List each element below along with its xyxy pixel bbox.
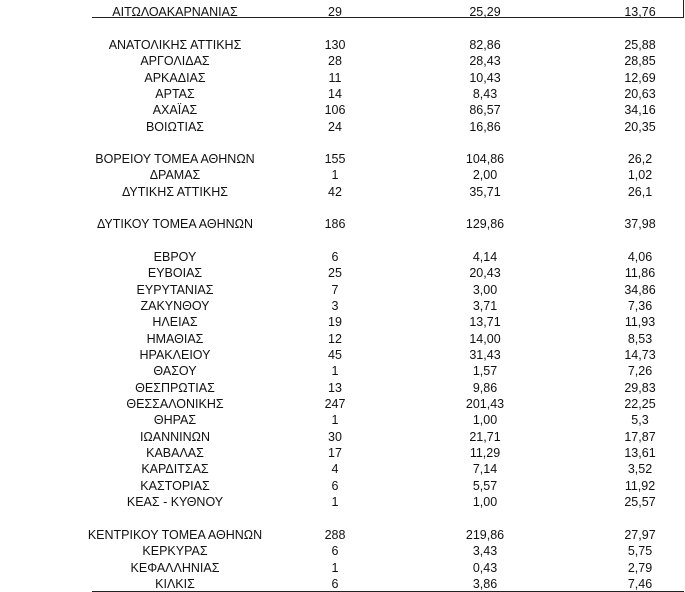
value-2-cell: 3,52	[627, 462, 653, 476]
count-cell: 4	[331, 462, 339, 476]
value-2-cell: 13,76	[624, 5, 656, 19]
count-cell: 3	[331, 299, 339, 313]
count-cell: 24	[328, 120, 342, 134]
value-2-cell: 17,87	[624, 430, 656, 444]
table-row	[0, 86, 685, 102]
region-name-cell: ΑΡΓΟΛΙΔΑΣ	[140, 54, 210, 68]
table-row	[0, 445, 685, 461]
table-row	[0, 396, 685, 412]
table-row	[0, 363, 685, 379]
value-1-cell: 20,43	[469, 266, 501, 280]
value-2-cell: 26,2	[627, 152, 653, 166]
region-name-cell: ΑΧΑΪΑΣ	[152, 103, 198, 117]
region-name-cell: ΚΕΑΣ - ΚΥΘΝΟΥ	[126, 495, 224, 509]
value-1-cell: 21,71	[469, 430, 501, 444]
region-name-cell: ΑΝΑΤΟΛΙΚΗΣ ΑΤΤΙΚΗΣ	[108, 38, 242, 52]
table-row	[0, 249, 685, 265]
value-2-cell: 5,75	[627, 544, 653, 558]
value-2-cell: 12,69	[624, 71, 656, 85]
table-row	[0, 380, 685, 396]
count-cell: 42	[328, 185, 342, 199]
count-cell: 13	[328, 381, 342, 395]
region-name-cell: ΚΕΡΚΥΡΑΣ	[142, 544, 208, 558]
table-row	[0, 102, 685, 118]
value-1-cell: 28,43	[469, 54, 501, 68]
value-2-cell: 20,35	[624, 120, 656, 134]
value-2-cell: 5,3	[631, 413, 649, 427]
value-2-cell: 11,93	[624, 315, 656, 329]
value-1-cell: 8,43	[472, 87, 498, 101]
value-1-cell: 3,00	[472, 283, 498, 297]
value-2-cell: 34,16	[624, 103, 656, 117]
region-name-cell: ΚΑΒΑΛΑΣ	[146, 446, 204, 460]
region-name-cell: ΑΙΤΩΛΟΑΚΑΡΝΑΝΙΑΣ	[112, 5, 238, 19]
count-cell: 6	[331, 544, 339, 558]
region-name-cell: ΙΩΑΝΝΙΝΩΝ	[139, 430, 211, 444]
value-2-cell: 25,88	[624, 38, 656, 52]
region-name-cell: ΗΛΕΙΑΣ	[152, 315, 198, 329]
region-name-cell: ΑΡΚΑΔΙΑΣ	[144, 71, 206, 85]
region-name-cell: ΔΥΤΙΚΗΣ ΑΤΤΙΚΗΣ	[122, 185, 228, 199]
region-name-cell: ΗΜΑΘΙΑΣ	[146, 332, 204, 346]
table-row	[0, 527, 685, 543]
region-name-cell: ΘΕΣΣΑΛΟΝΙΚΗΣ	[126, 397, 224, 411]
table-row	[0, 494, 685, 510]
value-2-cell: 26,1	[627, 185, 653, 199]
count-cell: 130	[324, 38, 346, 52]
table-row	[0, 4, 685, 20]
region-name-cell: ΘΑΣΟΥ	[153, 364, 197, 378]
count-cell: 19	[328, 315, 342, 329]
table-row	[0, 298, 685, 314]
count-cell: 7	[331, 283, 339, 297]
value-2-cell: 11,86	[624, 266, 656, 280]
value-1-cell: 1,00	[472, 413, 498, 427]
table-row	[0, 119, 685, 135]
table-row	[0, 184, 685, 200]
count-cell: 28	[328, 54, 342, 68]
count-cell: 30	[328, 430, 342, 444]
count-cell: 106	[324, 103, 346, 117]
value-1-cell: 16,86	[469, 120, 501, 134]
count-cell: 12	[328, 332, 342, 346]
count-cell: 1	[331, 413, 339, 427]
value-1-cell: 0,43	[472, 561, 498, 575]
count-cell: 155	[324, 152, 346, 166]
table-row	[0, 53, 685, 69]
value-2-cell: 25,57	[624, 495, 656, 509]
table-row	[0, 478, 685, 494]
region-name-cell: ΕΥΒΟΙΑΣ	[147, 266, 203, 280]
region-name-cell: ΘΗΡΑΣ	[153, 413, 197, 427]
region-name-cell: ΗΡΑΚΛΕΙΟΥ	[139, 348, 211, 362]
count-cell: 6	[331, 479, 339, 493]
value-2-cell: 8,53	[627, 332, 653, 346]
count-cell: 25	[328, 266, 342, 280]
table-row	[0, 70, 685, 86]
count-cell: 1	[331, 168, 339, 182]
region-name-cell: ΕΥΡΥΤΑΝΙΑΣ	[136, 283, 214, 297]
count-cell: 45	[328, 348, 342, 362]
count-cell: 247	[324, 397, 346, 411]
value-1-cell: 9,86	[472, 381, 498, 395]
value-2-cell: 7,26	[627, 364, 653, 378]
table-row	[0, 347, 685, 363]
value-1-cell: 7,14	[472, 462, 498, 476]
value-1-cell: 11,29	[469, 446, 501, 460]
value-1-cell: 10,43	[469, 71, 501, 85]
region-name-cell: ΒΟΡΕΙΟΥ ΤΟΜΕΑ ΑΘΗΝΩΝ	[95, 152, 255, 166]
count-cell: 14	[328, 87, 342, 101]
value-1-cell: 3,71	[472, 299, 498, 313]
value-2-cell: 11,92	[624, 479, 656, 493]
table-row	[0, 216, 685, 232]
value-1-cell: 3,43	[472, 544, 498, 558]
value-2-cell: 28,85	[624, 54, 656, 68]
value-2-cell: 2,79	[627, 561, 653, 575]
value-1-cell: 1,57	[472, 364, 498, 378]
value-2-cell: 13,61	[624, 446, 656, 460]
region-name-cell: ΚΕΦΑΛΛΗΝΙΑΣ	[130, 561, 220, 575]
value-1-cell: 219,86	[465, 528, 505, 542]
table-row	[0, 314, 685, 330]
region-name-cell: ΚΑΣΤΟΡΙΑΣ	[140, 479, 210, 493]
table-row	[0, 560, 685, 576]
count-cell: 17	[328, 446, 342, 460]
value-2-cell: 7,36	[627, 299, 653, 313]
value-1-cell: 86,57	[469, 103, 501, 117]
value-1-cell: 104,86	[465, 152, 505, 166]
value-1-cell: 2,00	[472, 168, 498, 182]
region-name-cell: ΖΑΚΥΝΘΟΥ	[140, 299, 210, 313]
value-1-cell: 25,29	[469, 5, 501, 19]
value-2-cell: 20,63	[624, 87, 656, 101]
table-row	[0, 412, 685, 428]
count-cell: 6	[331, 577, 339, 591]
count-cell: 6	[331, 250, 339, 264]
table-row	[0, 576, 685, 592]
value-1-cell: 5,57	[472, 479, 498, 493]
value-1-cell: 129,86	[465, 217, 505, 231]
count-cell: 11	[328, 71, 342, 85]
value-2-cell: 22,25	[624, 397, 656, 411]
count-cell: 1	[331, 561, 339, 575]
table-row	[0, 331, 685, 347]
table-row	[0, 461, 685, 477]
table-row	[0, 37, 685, 53]
value-2-cell: 7,46	[627, 577, 653, 591]
table-row	[0, 167, 685, 183]
value-2-cell: 34,86	[624, 283, 656, 297]
region-name-cell: ΚΕΝΤΡΙΚΟΥ ΤΟΜΕΑ ΑΘΗΝΩΝ	[87, 528, 263, 542]
count-cell: 186	[324, 217, 346, 231]
value-1-cell: 4,14	[472, 250, 498, 264]
value-1-cell: 35,71	[469, 185, 501, 199]
value-1-cell: 14,00	[469, 332, 501, 346]
count-cell: 29	[328, 5, 342, 19]
value-1-cell: 82,86	[469, 38, 501, 52]
region-name-cell: ΒΟΙΩΤΙΑΣ	[145, 120, 205, 134]
count-cell: 1	[331, 364, 339, 378]
region-name-cell: ΘΕΣΠΡΩΤΙΑΣ	[135, 381, 215, 395]
value-1-cell: 13,71	[469, 315, 501, 329]
table-row	[0, 543, 685, 559]
value-2-cell: 14,73	[624, 348, 656, 362]
count-cell: 1	[331, 495, 339, 509]
value-1-cell: 1,00	[472, 495, 498, 509]
value-2-cell: 29,83	[624, 381, 656, 395]
table-row	[0, 151, 685, 167]
table-row	[0, 265, 685, 281]
value-2-cell: 27,97	[624, 528, 656, 542]
value-2-cell: 37,98	[624, 217, 656, 231]
region-name-cell: ΔΥΤΙΚΟΥ ΤΟΜΕΑ ΑΘΗΝΩΝ	[96, 217, 254, 231]
value-1-cell: 31,43	[469, 348, 501, 362]
region-name-cell: ΑΡΤΑΣ	[155, 87, 195, 101]
region-name-cell: ΚΑΡΔΙΤΣΑΣ	[141, 462, 209, 476]
table-row	[0, 282, 685, 298]
region-name-cell: ΔΡΑΜΑΣ	[149, 168, 201, 182]
value-1-cell: 3,86	[472, 577, 498, 591]
value-1-cell: 201,43	[465, 397, 505, 411]
value-2-cell: 4,06	[627, 250, 653, 264]
value-2-cell: 1,02	[627, 168, 653, 182]
region-name-cell: ΕΒΡΟΥ	[153, 250, 197, 264]
region-name-cell: ΚΙΛΚΙΣ	[155, 577, 195, 591]
count-cell: 288	[324, 528, 346, 542]
table-row	[0, 429, 685, 445]
